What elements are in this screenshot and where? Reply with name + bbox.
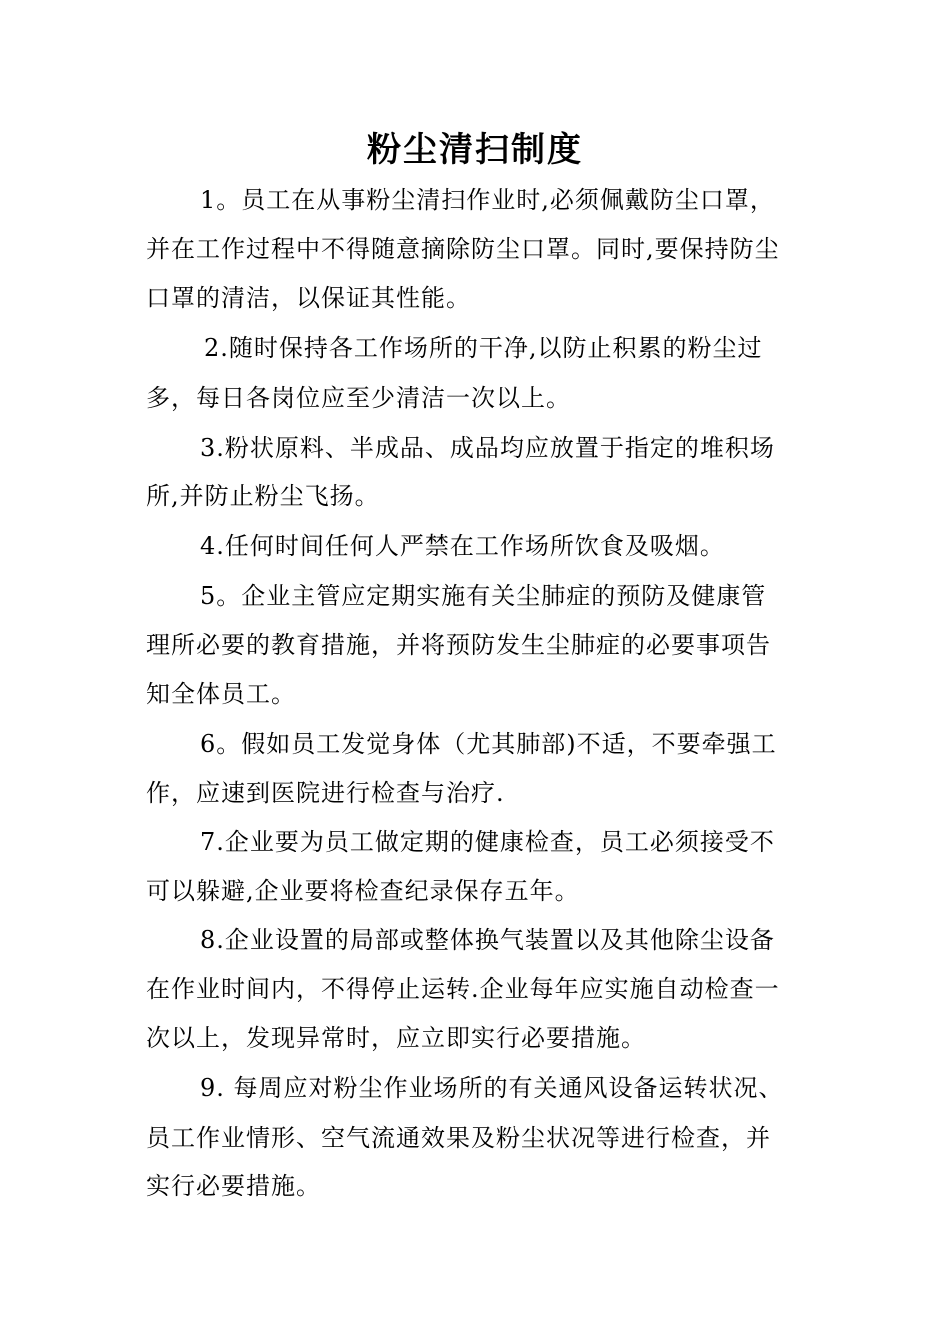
paragraph-line: 在作业时间内，不得停止运转.企业每年应实施自动检查一 — [146, 975, 780, 1003]
paragraph-line: 7.企业要为员工做定期的健康检查，员工必须接受不 — [200, 828, 775, 856]
paragraph-line: 多，每日各岗位应至少清洁一次以上。 — [146, 384, 571, 412]
paragraph-line: 所,并防止粉尘飞扬。 — [146, 482, 380, 510]
paragraph-line: 3.粉状原料、半成品、成品均应放置于指定的堆积场 — [200, 434, 775, 462]
paragraph-line: 作，应速到医院进行检查与治疗. — [146, 779, 505, 807]
paragraph-line: 9. 每周应对粉尘作业场所的有关通风设备运转状况、 — [200, 1074, 784, 1102]
paragraph-line: 5。企业主管应定期实施有关尘肺症的预防及健康管 — [200, 582, 767, 610]
paragraph-line: 6。假如员工发觉身体（尤其肺部)不适，不要牵强工 — [200, 730, 777, 758]
paragraph-line: 员工作业情形、空气流通效果及粉尘状况等进行检查，并 — [146, 1124, 771, 1152]
paragraph-line: 次以上，发现异常时，应立即实行必要措施。 — [146, 1024, 646, 1052]
paragraph-line: 8.企业设置的局部或整体换气装置以及其他除尘设备 — [200, 926, 775, 954]
paragraph-line: 1。员工在从事粉尘清扫作业时,必须佩戴防尘口罩， — [200, 186, 775, 214]
paragraph-line: 可以躲避,企业要将检查纪录保存五年。 — [146, 877, 580, 905]
paragraph-line: 理所必要的教育措施，并将预防发生尘肺症的必要事项告 — [146, 631, 771, 659]
document-title: 粉尘清扫制度 — [367, 130, 583, 170]
paragraph-line: 4.任何时间任何人严禁在工作场所饮食及吸烟。 — [200, 532, 725, 560]
paragraph-line: 2.随时保持各工作场所的干净,以防止积累的粉尘过 — [204, 334, 763, 362]
paragraph-line: 口罩的清洁，以保证其性能。 — [146, 284, 471, 312]
paragraph-line: 知全体员工。 — [146, 680, 296, 708]
paragraph-line: 并在工作过程中不得随意摘除防尘口罩。同时,要保持防尘 — [146, 235, 780, 263]
paragraph-line: 实行必要措施。 — [146, 1172, 321, 1200]
